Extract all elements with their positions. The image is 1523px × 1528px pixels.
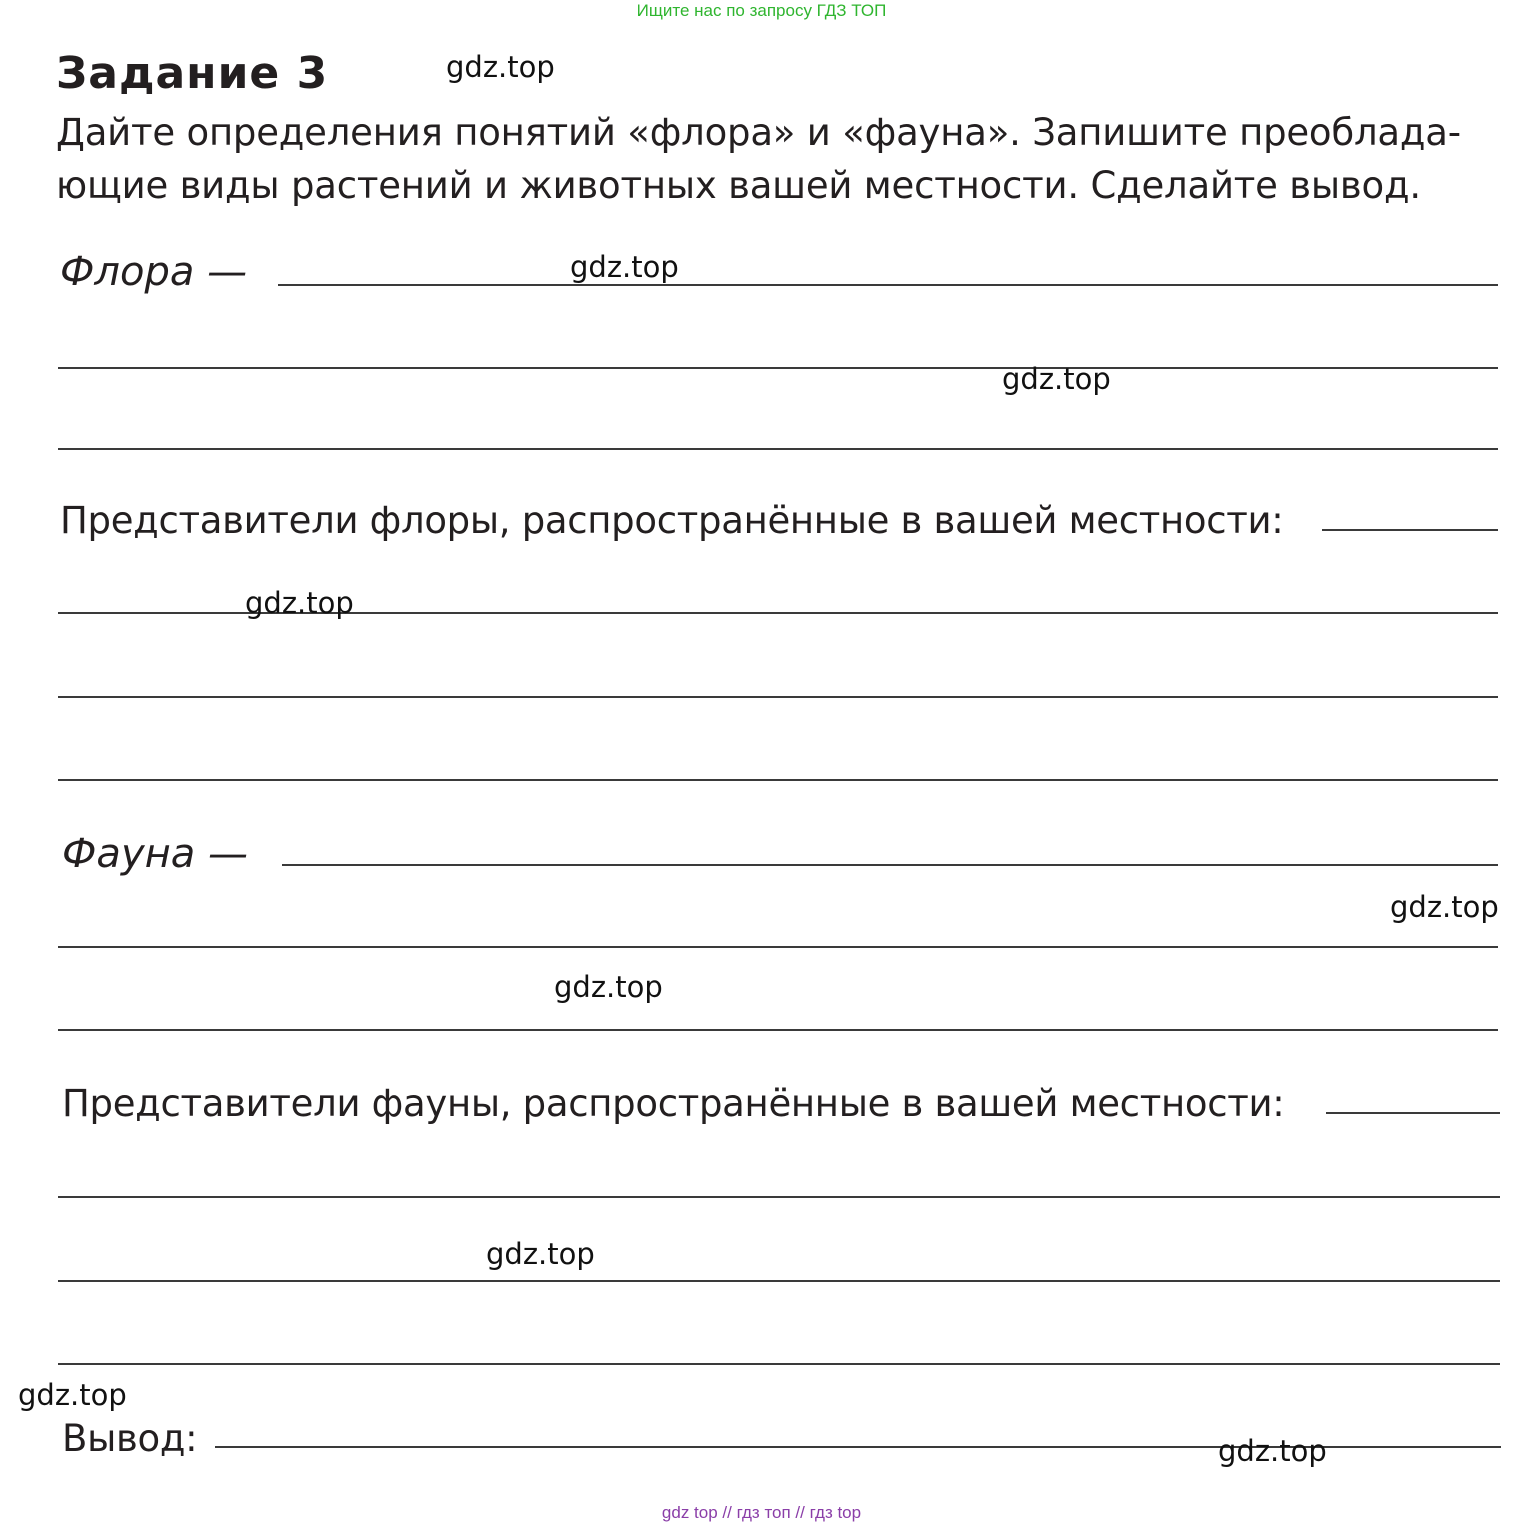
answer-line[interactable] bbox=[1326, 1112, 1500, 1114]
watermark: gdz.top bbox=[245, 586, 354, 620]
answer-line[interactable] bbox=[58, 1363, 1500, 1365]
flora-label: Флора — bbox=[60, 249, 248, 295]
watermark: gdz.top bbox=[1390, 890, 1499, 924]
answer-line[interactable] bbox=[58, 367, 1498, 369]
answer-line[interactable] bbox=[58, 696, 1498, 698]
answer-line[interactable] bbox=[58, 779, 1498, 781]
answer-line[interactable] bbox=[58, 1280, 1500, 1282]
watermark: gdz.top bbox=[554, 970, 663, 1004]
answer-line[interactable] bbox=[58, 448, 1498, 450]
watermark: gdz.top bbox=[18, 1378, 127, 1412]
answer-line[interactable] bbox=[278, 284, 1498, 286]
watermark: gdz.top bbox=[570, 250, 679, 284]
answer-line[interactable] bbox=[282, 864, 1498, 866]
conclusion-label: Вывод: bbox=[62, 1417, 198, 1460]
answer-line[interactable] bbox=[1322, 529, 1498, 531]
footer-links: gdz top // гдз топ // гдз top bbox=[661, 1503, 862, 1522]
watermark: gdz.top bbox=[1002, 362, 1111, 396]
answer-line[interactable] bbox=[58, 1029, 1498, 1031]
fauna-label: Фауна — bbox=[62, 831, 248, 877]
task-title: Задание 3 bbox=[56, 48, 329, 99]
instructions-line-1: Дайте определения понятий «флора» и «фауна». Запишите преоблада- bbox=[56, 111, 1461, 154]
watermark: gdz.top bbox=[1218, 1434, 1327, 1468]
watermark: gdz.top bbox=[446, 50, 555, 84]
watermark: gdz.top bbox=[486, 1237, 595, 1271]
instructions-line-2: ющие виды растений и животных вашей местности. Сделайте вывод. bbox=[56, 164, 1421, 207]
fauna-representatives-label: Представители фауны, распространённые в вашей местности: bbox=[62, 1082, 1285, 1125]
search-banner: Ищите нас по запросу ГДЗ ТОП bbox=[636, 1, 887, 20]
flora-representatives-label: Представители флоры, распространённые в вашей местности: bbox=[60, 499, 1284, 542]
answer-line[interactable] bbox=[58, 1196, 1500, 1198]
answer-line[interactable] bbox=[58, 946, 1498, 948]
